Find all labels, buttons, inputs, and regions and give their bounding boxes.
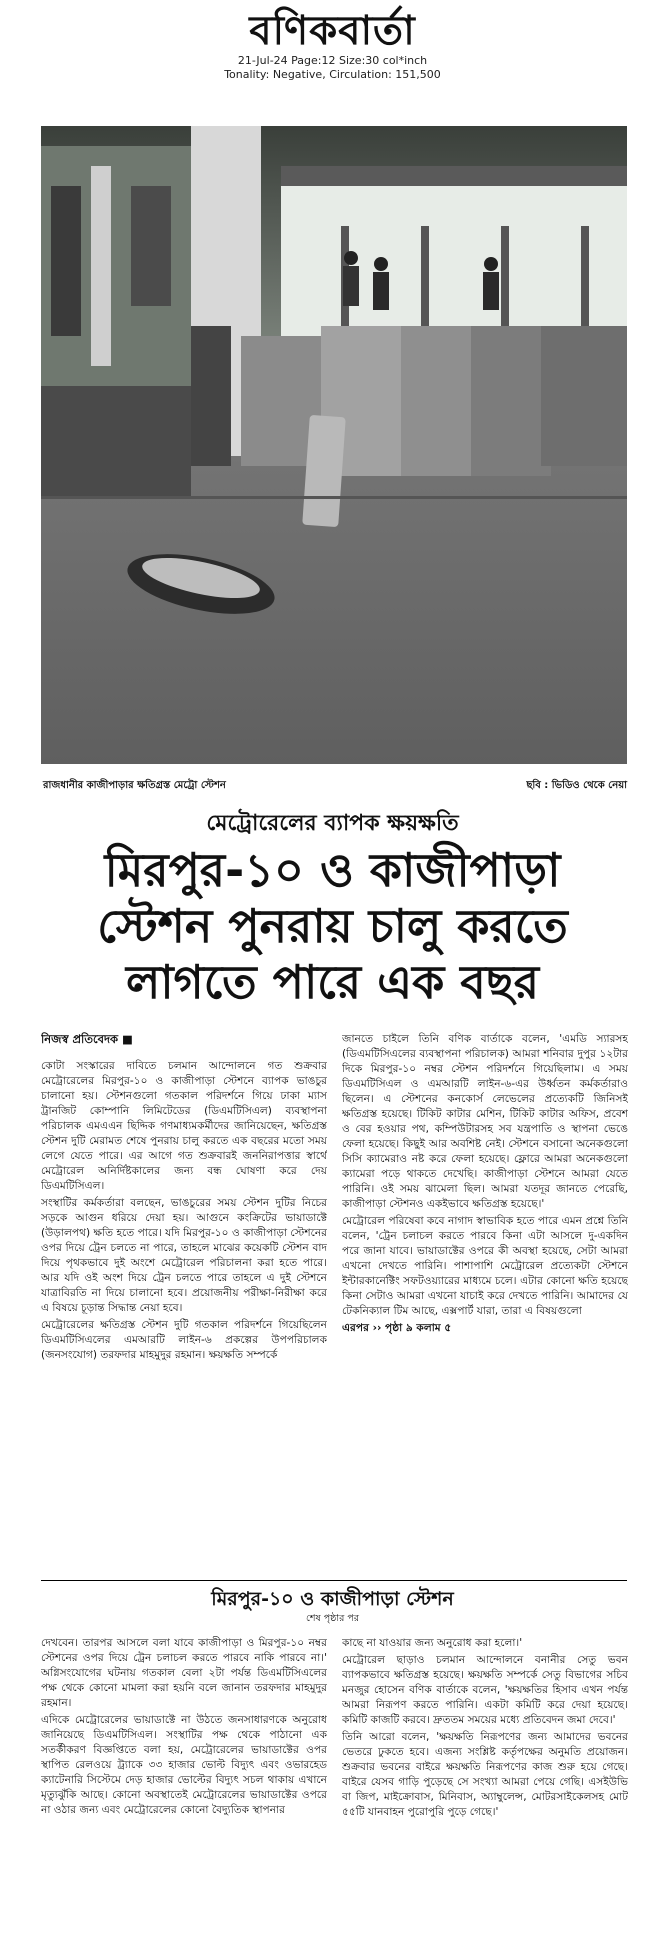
paragraph: কোটা সংস্কারের দাবিতে চলমান আন্দোলনে গত শুক্রবার মেট্রোরেলের মিরপুর-১০ ও কাজীপাড়া স্টেশনে ব্যাপক ভাঙচুর চালানো হয়। স্টেশনগুলো গতকাল পরিদর্শনে গিয়ে ঢাকা ম্যাস ট্রানজিট কোম্পানি লিমিটেডের (ডিএমটিসিএল) ব্যবস্থাপনা পরিচালক এমএএন ছিদ্দিক গণমাধ্যমকর্মীদের জানিয়েছেন, ক্ষতিগ্রস্ত স্টেশন দুটি মেরামত শেষে পুনরায় চালু করতে এক বছরের মতো সময় লেগে যেতে পারে। এর আগে গত শুক্রবারই জননিরাপত্তার স্বার্থে মেট্রোরেল অনির্দিষ্টকালের জন্য বন্ধ ঘোষণা করে দেয় ডিএমটিসিএল।	[41, 1060, 327, 1192]
paragraph: সংস্থাটির কর্মকর্তারা বলছেন, ভাঙচুরের সময় স্টেশন দুটির নিচের সড়কে আগুন ধরিয়ে দেয়া হয়। আগুনে কংক্রিটের ভায়াডাক্টে (উড়ালপথ) ক্ষতি হতে পারে। যদি মিরপুর-১০ ও কাজীপাড়া স্টেশনের ওপর দিয়ে ট্রেন চলতে না পারে, তাহলে মাঝের কয়েকটি স্টেশন বাদ দিয়ে পৃথকভাবে দুই অংশে মেট্রোরেল পরিচালনা করা হতে পারে। আর যদি ওই অংশ দিয়ে ট্রেন চলতে পারে তাহলে এ দুই স্টেশনে যাত্রাবিরতি না দিয়ে চালানো হবে। প্রয়োজনীয় পরীক্ষা-নিরীক্ষা করে এ বিষয়ে চূড়ান্ত সিদ্ধান্ত নেয়া হবে।	[41, 1197, 327, 1314]
section-divider	[41, 1580, 627, 1581]
jump-note: শেষ পৃষ্ঠার পর	[305, 1613, 360, 1624]
jump-left-column	[41, 1636, 327, 1926]
news-photo	[41, 126, 627, 764]
photo-credit: ছবি : ভিডিও থেকে নেয়া	[526, 780, 627, 791]
headline-line-1: মিরপুর-১০ ও কাজীপাড়া	[104, 843, 561, 897]
article-kicker: মেট্রোরেলের ব্যাপক ক্ষয়ক্ষতি	[206, 811, 459, 836]
paragraph: এদিকে মেট্রোরেলের ভায়াডাক্টে না উঠতে জনসাধারণকে অনুরোধ জানিয়েছে ডিএমটিসিএল। সংস্থাটির পক্ষ থেকে পাঠানো এক সতর্কীকরণ বিজ্ঞপ্তিতে বলা হয়, মেট্রোরেলের ভায়াডাক্টের ওপর স্থাপিত রেলওয়ে ট্র্যাকে ৩৩ হাজার ভোল্ট বিদ্যুৎ এবং ওভারহেড ক্যাটেনারি সিস্টেমে দেড় হাজার ভোল্টের বিদ্যুৎ সচল থাকায় এখানে মৃত্যুঝুঁকি আছে। কোনো অবস্থাতেই মেট্রোরেলের ভায়াডাক্টের ওপরে না ওঠার জন্য এবং মেট্রোরেলের কোনো বৈদ্যুতিক স্থাপনার	[41, 1714, 327, 1816]
paragraph: কাছে না যাওয়ার জন্য অনুরোধ করা হলো।'	[342, 1637, 523, 1649]
article-headline	[40, 842, 625, 1010]
continued-on: এরপর ›› পৃষ্ঠা ৯ কলাম ৫	[342, 1322, 452, 1334]
jump-title: মিরপুর-১০ ও কাজীপাড়া স্টেশন	[211, 1588, 454, 1610]
paragraph: মেট্রোরেল ছাড়াও চলমান আন্দোলনে বনানীর সেতু ভবন ব্যাপকভাবে ক্ষতিগ্রস্ত হয়েছে। ক্ষয়ক্ষতি সম্পর্কে সেতু বিভাগের সচিব মনজুর হোসেন বণিক বার্তাকে বলেন, 'ক্ষয়ক্ষতির হিসাব এখন পর্যন্ত আমরা নিরূপণ করতে পারিনি। একটা কমিটি করে দেয়া হয়েছে। কমিটি কাজটি করবে। দ্রুততম সময়ের মধ্যে প্রতিবেদন জমা দেবে।'	[342, 1654, 628, 1726]
metro-station-photo	[41, 126, 627, 764]
jump-right-column	[342, 1636, 628, 1926]
paragraph: তিনি আরো বলেন, 'ক্ষয়ক্ষতি নিরূপণের জন্য আমাদের ভবনের ভেতরে ঢুকতে হবে। এজন্য সংশ্লিষ্ট কর্তৃপক্ষের অনুমতি প্রয়োজন। শুক্রবার ভবনের বাইরে ক্ষয়ক্ষতি নিরূপণের কাজ শুরু হয়ে গেছে। বাইরে যেসব গাড়ি পুড়েছে সে সংখ্যা আমরা পেয়ে গেছি। এসইউভি বা জিপ, মাইক্রোবাস, মিনিবাস, অ্যাম্বুলেন্স, মোটরসাইকেলসহ মোট ৫৫টি যানবাহন পুরোপুরি পুড়ে গেছে।'	[342, 1731, 628, 1818]
paragraph: মেট্রোরেল পরিষেবা কবে নাগাদ স্বাভাবিক হতে পারে এমন প্রশ্নে তিনি বলেন, 'ট্রেন চলাচল করতে পারবে কিনা এটা আসলে দু-একদিন পরে জানা যাবে। ভায়াডাক্টের ওপরে কী অবস্থা হয়েছে, সেটা আমরা এখনো দেখতে পারিনি। পাশাপাশি মেট্রোরেল প্রত্যেকটা স্টেশনে ইন্টারকানেক্টিং সফটওয়্যারের মাধ্যমে চলে। এটার কোনো ক্ষতি হয়েছে কিনা সেটাও আমরা এখনো যাচাই করে দেখতে পারিনি। আমাদের যে টেকনিক্যাল টিম আছে, এক্সপার্ট যারা, তারা এ বিষয়গুলো	[342, 1215, 628, 1317]
paragraph: দেখবেন। তারপর আসলে বলা যাবে কাজীপাড়া ও মিরপুর-১০ নম্বর স্টেশনের ওপর দিয়ে ট্রেন চলাচল করতে পারবে নাকি পারবে না।' অগ্নিসংযোগের ঘটনায় গতকাল বেলা ২টা পর্যন্ত ডিএমটিসিএলের পক্ষ থেকে কোনো মামলা করা হয়নি বলে জানান তরফদার মাহমুদুর রহমান।	[41, 1637, 327, 1709]
photo-caption: রাজধানীর কাজীপাড়ার ক্ষতিগ্রস্ত মেট্রো স্টেশন	[43, 780, 226, 791]
article-left-column	[41, 1032, 327, 1570]
newspaper-logo: বণিকবার্তা	[249, 7, 416, 54]
clipping-meta-line1: 21-Jul-24 Page:12 Size:30 col*inch	[237, 54, 428, 67]
masthead	[0, 8, 665, 82]
byline: নিজস্ব প্রতিবেদক ■	[41, 1032, 133, 1046]
clipping-meta-line2: Tonality: Negative, Circulation: 151,500	[224, 68, 441, 81]
paragraph: জানতে চাইলে তিনি বণিক বার্তাকে বলেন, 'এমডি স্যারসহ (ডিএমটিসিএলের ব্যবস্থাপনা পরিচালক) আমরা শনিবার দুপুর ১২টার দিকে মিরপুর-১০ নম্বর স্টেশন পরিদর্শনে গিয়েছিলাম। এ সময় ডিএমটিসিএল ও এমআরটি লাইন-৬-এর উর্ধ্বতন কর্মকর্তারাও ছিলেন। এ স্টেশনের কনকোর্স লেভেলের প্রত্যেকটি জিনিসই ক্ষতিগ্রস্ত হয়েছে। টিকিট কাটার মেশিন, টিকিট কাটার অফিস, প্রবেশ ও বের হওয়ার পথ, কম্পিউটারসহ সব যন্ত্রপাতি ও স্থাপনা ভেঙে ফেলা হয়েছে। কিছুই আর অবশিষ্ট নেই। স্টেশনে বসানো অনেকগুলো সিসি ক্যামেরাও নষ্ট করে ফেলা হয়েছে। ফ্লোরে আমরা অনেকগুলো ক্যামেরা পড়ে থাকতে দেখেছি। কাজীপাড়া স্টেশনে আমরা যেতে পারিনি। ওই সময় ঝামেলা ছিল। আমরা যতদূর জানতে পেরেছি, কাজীপাড়া স্টেশনও একইভাবে ক্ষতিগ্রস্ত হয়েছে।'	[342, 1033, 628, 1210]
headline-line-3: লাগতে পারে এক বছর	[125, 955, 540, 1009]
article-right-column	[342, 1032, 628, 1577]
headline-line-2: স্টেশন পুনরায় চালু করতে	[97, 899, 568, 953]
paragraph: মেট্রোরেলের ক্ষতিগ্রস্ত স্টেশন দুটি গতকাল পরিদর্শনে গিয়েছিলেন ডিএমটিসিএলের এমআরটি লাইন-৬ প্রকল্পের উপপরিচালক (জনসংযোগ) তরফদার মাহমুদুর রহমান। ক্ষয়ক্ষতি সম্পর্কে	[41, 1319, 327, 1361]
